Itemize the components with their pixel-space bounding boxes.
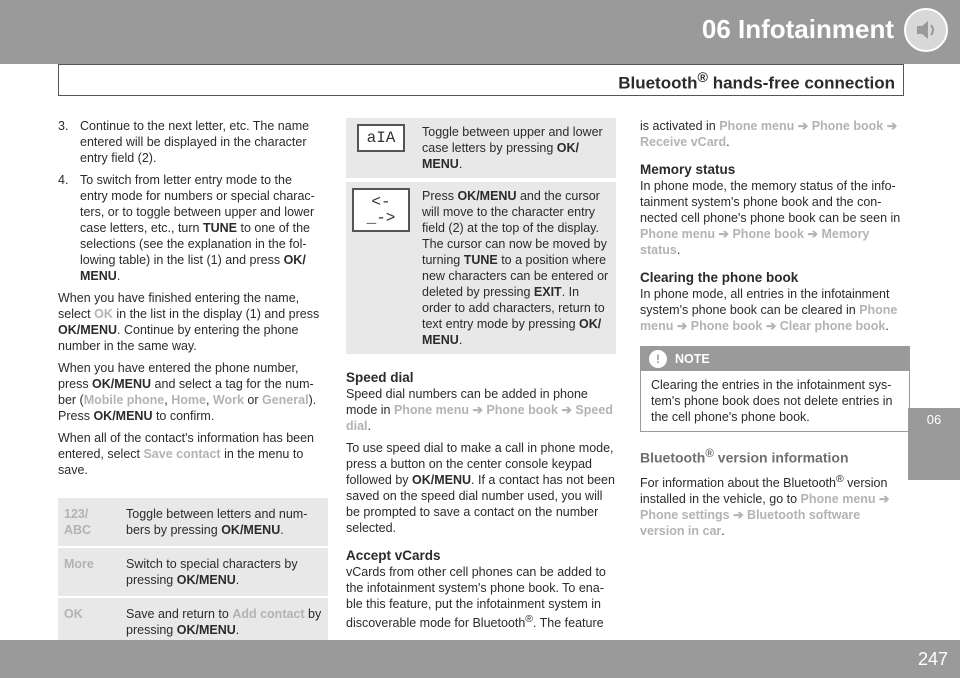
footer-bar — [0, 640, 960, 678]
table-row: aIA Toggle between upper and lower case letters by pressing OK/ MENU. — [346, 118, 616, 178]
section-title: Bluetooth® hands-free connection — [618, 70, 895, 93]
paragraph: When you have entered the phone number, press OK/MENU and select a tag for the num-ber (Mobile phone, Home, Work or General). Press OK/MENU to confirm. — [58, 361, 317, 423]
icon-table — [346, 114, 616, 358]
note-header: ! NOTE — [641, 347, 909, 371]
table-row: 123/ ABC Toggle between letters and num-bers by pressing OK/MENU. — [58, 498, 328, 546]
cursor-move-icon: <-_-> — [352, 188, 410, 232]
table-row: <-_-> Press OK/MENU and the cursor will move to the character entry field (2) at the top of the display. The cursor can now be moved by turning TUNE to a position where new characters can be entered or deleted by pressing EXIT. In order to add characters, return to text entry mode by pressing OK/ MENU. — [346, 182, 616, 354]
paragraph: Speed dial numbers can be added in phone mode in Phone menu ➔ Phone book ➔ Speed dial. — [346, 387, 613, 433]
paragraph: To use speed dial to make a call in phone mode, press a button on the center console keypad followed by OK/MENU. If a contact has not been saved on the speed dial number used, you will be prompted to save a contact on the number selected. — [346, 441, 615, 535]
arrow-right-icon: ➔ — [676, 319, 688, 333]
list-item: 4. To switch from letter entry mode to the entry mode for numbers or special charac-ters, or to toggle between upper and lower case letters, etc., turn TUNE to one of the selections (see the explanation in the fol-lowing table) in the list (1) and press OK/ MENU. — [58, 173, 315, 283]
clear-book-heading: Clearing the phone book — [640, 270, 799, 285]
note-box — [640, 346, 910, 432]
arrow-right-icon: ➔ — [807, 227, 818, 241]
vcard-heading: Accept vCards — [346, 548, 441, 563]
arrow-right-icon: ➔ — [472, 403, 483, 417]
info-icon: ! — [649, 350, 667, 368]
left-column — [58, 118, 322, 648]
speaker-icon — [904, 8, 948, 52]
paragraph: In phone mode, all entries in the infotainment system's phone book can be cleared in Phone menu ➔ Phone book ➔ Clear phone book. — [640, 287, 898, 333]
note-text: Clearing the entries in the infotainment sys-tem's phone book does not delete entries in the cell phone's phone book. — [651, 378, 893, 424]
table-row: More Switch to special characters by pressing OK/MENU. — [58, 548, 328, 596]
arrow-right-icon: ➔ — [797, 119, 809, 133]
paragraph: When all of the contact's information has been entered, select Save contact in the menu to save. — [58, 431, 315, 477]
arrow-right-icon: ➔ — [718, 227, 729, 241]
bluetooth-version-heading: Bluetooth® version information — [640, 447, 849, 466]
paragraph: is activated in Phone menu ➔ Phone book ➔ Receive vCard. — [640, 119, 898, 149]
paragraph: When you have finished entering the name, select OK in the list in the display (1) and press OK/MENU. Continue by entering the phone number in the same way. — [58, 291, 320, 353]
list-item: 3. Continue to the next letter, etc. The name entered will be displayed in the character entry field (2). — [58, 119, 310, 165]
mode-table — [58, 496, 328, 648]
memory-status-heading: Memory status — [640, 162, 736, 177]
chapter-title: 06 Infotainment — [701, 14, 894, 44]
arrow-right-icon: ➔ — [733, 507, 744, 522]
arrow-right-icon: ➔ — [765, 319, 777, 333]
arrow-right-icon: ➔ — [561, 403, 572, 417]
case-toggle-icon: aIA — [357, 124, 406, 152]
right-column — [640, 118, 902, 545]
paragraph: vCards from other cell phones can be added to the infotainment system's phone book. To ena-ble this feature, put the infotainment system in discoverable mode for Bluetooth®. The feature — [346, 565, 606, 631]
arrow-right-icon: ➔ — [886, 119, 898, 133]
speed-dial-heading: Speed dial — [346, 370, 414, 385]
arrow-right-icon: ➔ — [879, 491, 890, 506]
paragraph: In phone mode, the memory status of the info-tainment system's phone book and the con-nected cell phone's phone book can be seen in Phone menu ➔ Phone book ➔ Memory status. — [640, 179, 901, 257]
middle-column — [346, 114, 616, 637]
section-bar — [58, 64, 904, 96]
chapter-tab-number: 06 — [926, 412, 942, 427]
paragraph: For information about the Bluetooth® version installed in the vehicle, go to Phone menu ➔ Phone settings ➔ Bluetooth software version in car. — [640, 473, 890, 538]
page-number: 247 — [917, 649, 948, 669]
table-row: OK Save and return to Add contact by pressing OK/MENU. — [58, 598, 328, 646]
